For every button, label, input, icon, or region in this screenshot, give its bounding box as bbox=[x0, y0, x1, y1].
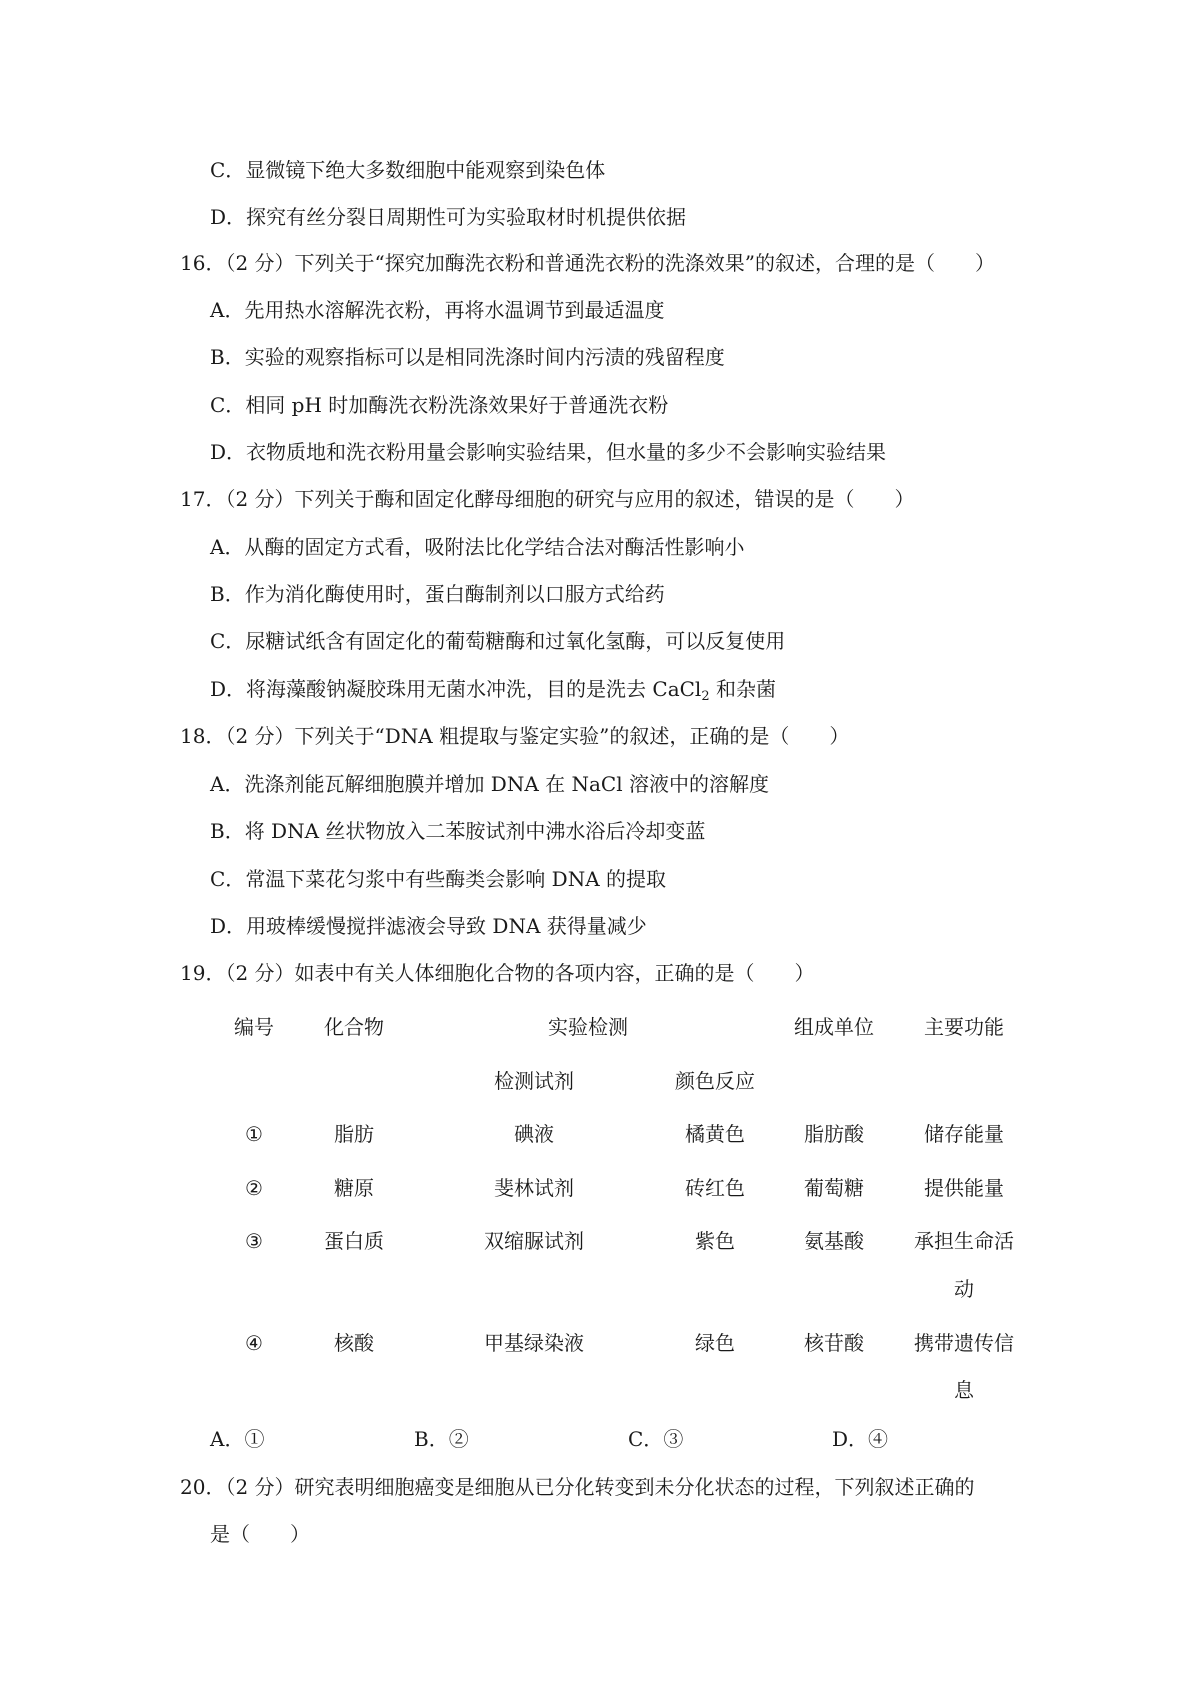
table-cell: 承担生命活 bbox=[914, 1229, 1014, 1253]
table-cell: 双缩脲试剂 bbox=[484, 1229, 584, 1253]
q16-option-a bbox=[210, 297, 664, 323]
q16-option-c bbox=[210, 392, 668, 418]
q16-stem: 16．（2 分）下列关于“探究加酶洗衣粉和普通洗衣粉的洗涤效果”的叙述，合理的是（ ） bbox=[180, 251, 995, 275]
table-cell: 核苷酸 bbox=[804, 1331, 864, 1355]
option-letter: C． bbox=[628, 1427, 664, 1451]
table-cell: 紫色 bbox=[695, 1229, 735, 1253]
option-text: 将 DNA 丝状物放入二苯胺试剂中沸水浴后冷却变蓝 bbox=[244, 819, 706, 843]
table-subheader-color: 颜色反应 bbox=[675, 1069, 755, 1093]
option-letter: B． bbox=[210, 582, 245, 606]
q18-option-d bbox=[210, 913, 647, 939]
q20-stem-line1: 20．（2 分）研究表明细胞癌变是细胞从已分化转变到未分化状态的过程，下列叙述正确的 bbox=[180, 1475, 975, 1499]
q17-option-b bbox=[210, 581, 665, 607]
option-text: 衣物质地和洗衣粉用量会影响实验结果，但水量的多少不会影响实验结果 bbox=[246, 440, 887, 464]
table-header-compound: 化合物 bbox=[324, 1015, 384, 1039]
q19-stem: 19．（2 分）如表中有关人体细胞化合物的各项内容，正确的是（ ） bbox=[180, 961, 815, 985]
q17-option-c bbox=[210, 628, 785, 654]
table-cell: 脂肪酸 bbox=[804, 1122, 864, 1146]
table-header-id: 编号 bbox=[234, 1015, 274, 1039]
table-cell: 碘液 bbox=[514, 1122, 554, 1146]
option-letter: D． bbox=[832, 1427, 869, 1451]
option-text-tail: 和杂菌 bbox=[709, 677, 776, 701]
table-cell: 甲基绿染液 bbox=[484, 1331, 584, 1355]
table-cell: 斐林试剂 bbox=[494, 1176, 574, 1200]
q18-option-a bbox=[210, 771, 769, 797]
table-cell: 核酸 bbox=[334, 1331, 374, 1355]
option-text: 作为消化酶使用时，蛋白酶制剂以口服方式给药 bbox=[244, 582, 665, 606]
table-cell: 砖红色 bbox=[685, 1176, 745, 1200]
table-cell: 绿色 bbox=[695, 1331, 735, 1355]
table-cell: 葡萄糖 bbox=[804, 1176, 864, 1200]
option-letter: A． bbox=[210, 1427, 245, 1451]
option-letter: C． bbox=[210, 629, 246, 653]
option-letter: D． bbox=[210, 677, 247, 701]
option-text: 洗涤剂能瓦解细胞膜并增加 DNA 在 NaCl 溶液中的溶解度 bbox=[244, 772, 769, 796]
table-subheader-reagent: 检测试剂 bbox=[494, 1069, 574, 1093]
option-letter: B． bbox=[210, 345, 245, 369]
q15-option-d bbox=[210, 204, 686, 230]
q20-stem-line2: 是（ ） bbox=[210, 1522, 310, 1546]
option-letter: C． bbox=[210, 867, 246, 891]
option-text: 尿糖试纸含有固定化的葡萄糖酶和过氧化氢酶，可以反复使用 bbox=[245, 629, 786, 653]
option-text: ① bbox=[244, 1427, 265, 1451]
option-letter: D． bbox=[210, 205, 247, 229]
option-text: 显微镜下绝大多数细胞中能观察到染色体 bbox=[245, 158, 606, 182]
table-header-unit: 组成单位 bbox=[794, 1015, 874, 1039]
option-letter: A． bbox=[210, 535, 245, 559]
table-cell: 储存能量 bbox=[924, 1122, 1004, 1146]
option-letter: A． bbox=[210, 298, 245, 322]
q16-option-d bbox=[210, 439, 886, 465]
q15-option-c bbox=[210, 157, 605, 183]
table-cell: ④ bbox=[245, 1331, 263, 1355]
option-text: 实验的观察指标可以是相同洗涤时间内污渍的残留程度 bbox=[244, 345, 725, 369]
option-text: ④ bbox=[868, 1427, 889, 1451]
option-text: 从酶的固定方式看，吸附法比化学结合法对酶活性影响小 bbox=[244, 535, 745, 559]
table-cell: 橘黄色 bbox=[685, 1122, 745, 1146]
option-text: 探究有丝分裂日周期性可为实验取材时机提供依据 bbox=[246, 205, 687, 229]
option-letter: A． bbox=[210, 772, 245, 796]
q18-option-c bbox=[210, 866, 666, 892]
option-text: ② bbox=[448, 1427, 469, 1451]
option-text: 将海藻酸钠凝胶珠用无菌水冲洗，目的是洗去 CaCl bbox=[246, 677, 702, 701]
table-cell: 糖原 bbox=[334, 1176, 374, 1200]
option-letter: B． bbox=[414, 1427, 449, 1451]
table-cell: ③ bbox=[245, 1229, 263, 1253]
table-cell-wrap: 动 bbox=[954, 1277, 974, 1301]
q19-answer-d bbox=[832, 1426, 888, 1452]
q19-answer-a bbox=[210, 1426, 264, 1452]
option-letter: D． bbox=[210, 914, 247, 938]
table-cell: ② bbox=[245, 1176, 263, 1200]
option-letter: C． bbox=[210, 158, 246, 182]
table-cell: 携带遗传信 bbox=[914, 1331, 1014, 1355]
q17-stem: 17．（2 分）下列关于酶和固定化酵母细胞的研究与应用的叙述，错误的是（ ） bbox=[180, 487, 915, 511]
table-cell: 提供能量 bbox=[924, 1176, 1004, 1200]
option-text: 用玻棒缓慢搅拌滤液会导致 DNA 获得量减少 bbox=[246, 914, 647, 938]
option-text: 相同 pH 时加酶洗衣粉洗涤效果好于普通洗衣粉 bbox=[245, 393, 669, 417]
option-text: 先用热水溶解洗衣粉，再将水温调节到最适温度 bbox=[244, 298, 665, 322]
q19-answer-b bbox=[414, 1426, 469, 1452]
table-header-detection: 实验检测 bbox=[548, 1015, 628, 1039]
q18-stem: 18．（2 分）下列关于“DNA 粗提取与鉴定实验”的叙述，正确的是（ ） bbox=[180, 724, 850, 748]
q18-option-b bbox=[210, 818, 705, 844]
option-letter: C． bbox=[210, 393, 246, 417]
option-text: ③ bbox=[663, 1427, 684, 1451]
q16-option-b bbox=[210, 344, 725, 370]
table-cell: ① bbox=[245, 1122, 263, 1146]
option-letter: B． bbox=[210, 819, 245, 843]
q17-option-d bbox=[210, 676, 776, 702]
q19-answer-c bbox=[628, 1426, 683, 1452]
table-cell: 脂肪 bbox=[334, 1122, 374, 1146]
table-cell: 蛋白质 bbox=[324, 1229, 384, 1253]
option-text: 常温下菜花匀浆中有些酶类会影响 DNA 的提取 bbox=[245, 867, 667, 891]
table-cell-wrap: 息 bbox=[954, 1378, 974, 1402]
table-cell: 氨基酸 bbox=[804, 1229, 864, 1253]
subscript: 2 bbox=[701, 689, 710, 704]
table-header-function: 主要功能 bbox=[924, 1015, 1004, 1039]
q17-option-a bbox=[210, 534, 744, 560]
option-letter: D． bbox=[210, 440, 247, 464]
